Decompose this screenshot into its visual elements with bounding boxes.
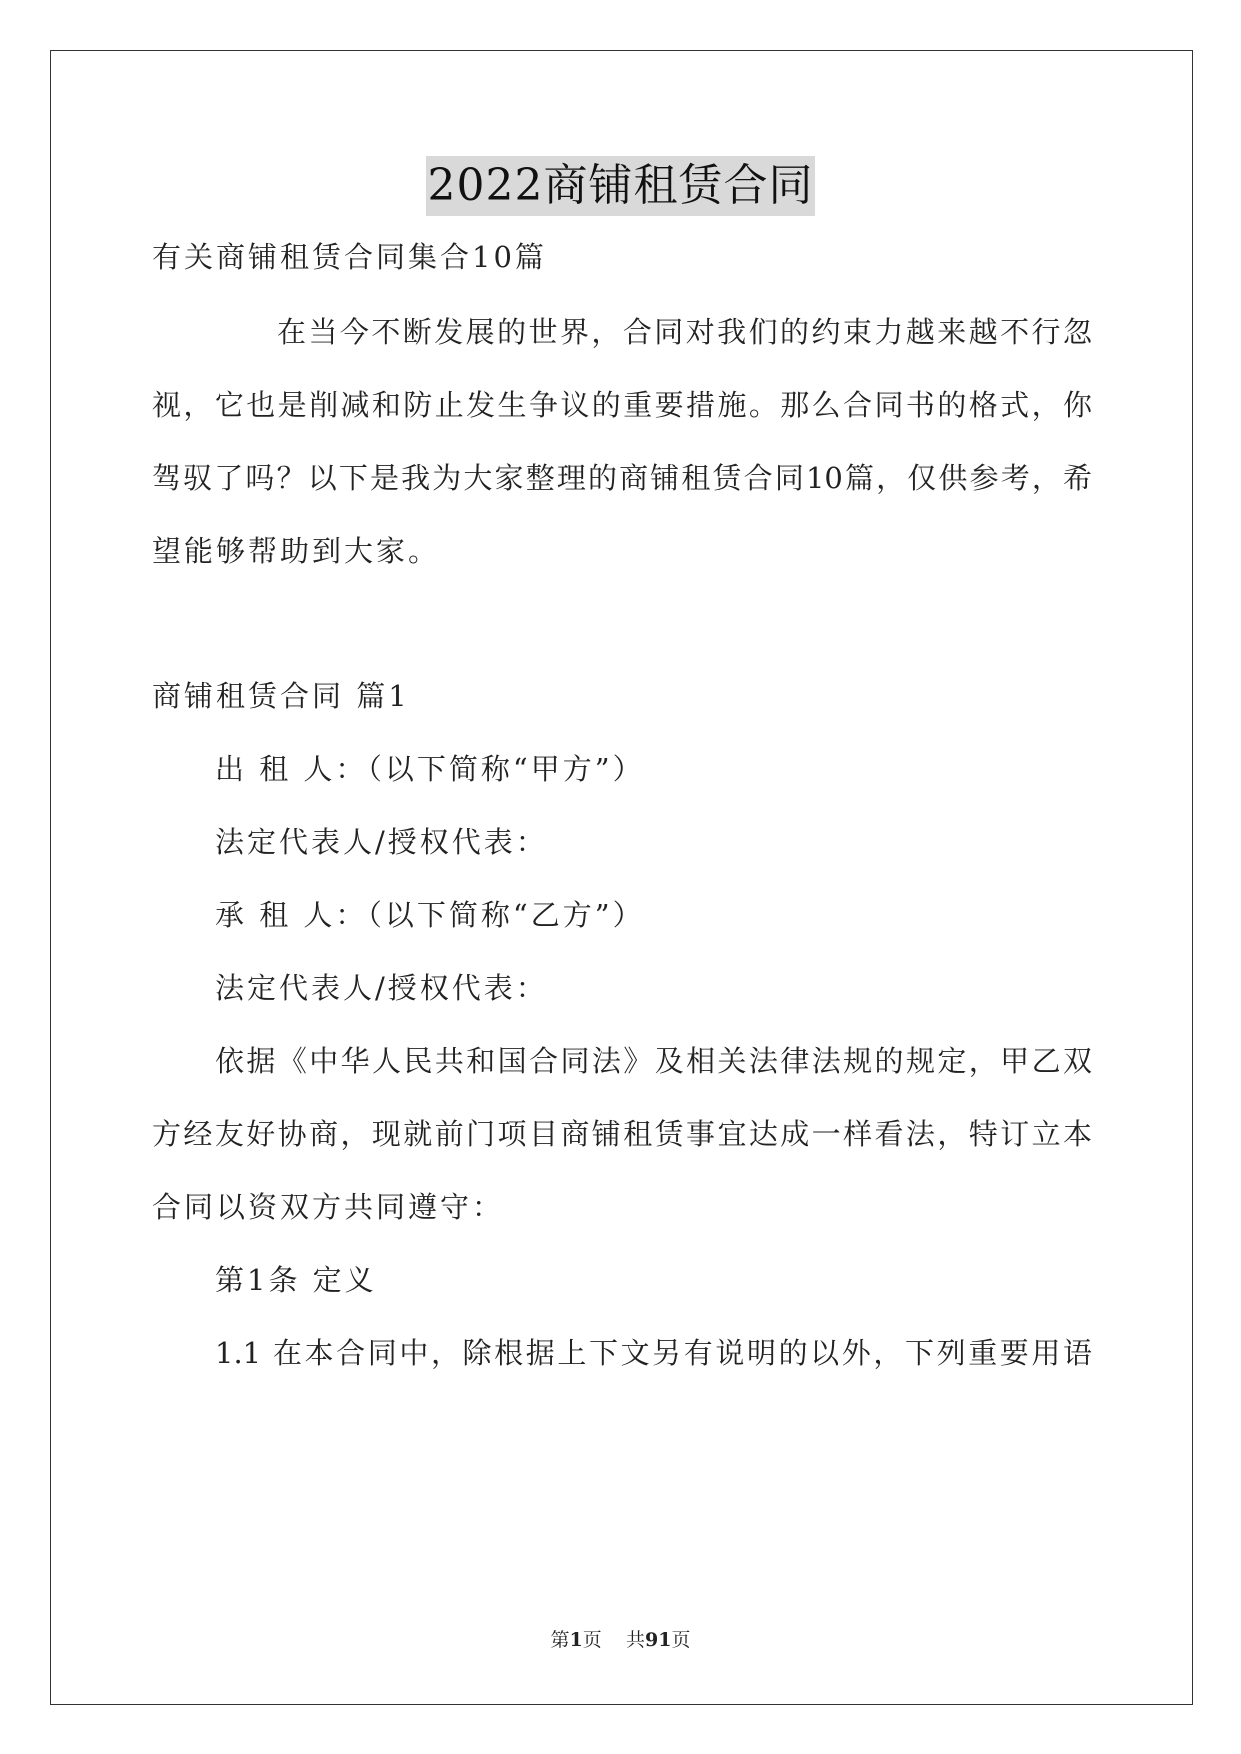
intro-line-3: 驾驭了吗？以下是我为大家整理的商铺租赁合同10篇，仅供参考，希	[152, 461, 1092, 495]
intro-line-1: 在当今不断发展的世界，合同对我们的约束力越来越不行忽	[277, 315, 1092, 349]
intro-line-2: 视，它也是削减和防止发生争议的重要措施。那么合同书的格式，你	[152, 388, 1092, 422]
document-subtitle: 有关商铺租赁合同集合10篇	[152, 240, 547, 274]
page-label-suffix: 页	[582, 1629, 602, 1651]
party-lessee-representative: 法定代表人/授权代表：	[215, 971, 548, 1005]
page-footer	[0, 1627, 1241, 1653]
page-label-prefix: 第	[550, 1629, 570, 1651]
page-border	[50, 50, 1193, 1705]
total-pages: 91	[644, 1629, 672, 1651]
party-lessor-representative: 法定代表人/授权代表：	[215, 825, 548, 859]
party-lessee: 承 租 人：（以下简称“乙方”）	[215, 898, 645, 932]
preamble-line-1: 依据《中华人民共和国合同法》及相关法律法规的规定，甲乙双	[215, 1044, 1092, 1078]
section-heading: 商铺租赁合同 篇1	[152, 679, 410, 713]
article-1-1: 1.1 在本合同中，除根据上下文另有说明的以外，下列重要用语	[215, 1336, 1092, 1370]
total-prefix: 共	[625, 1629, 645, 1651]
total-suffix: 页	[671, 1629, 691, 1651]
party-lessor: 出 租 人：（以下简称“甲方”）	[215, 752, 645, 786]
document-title: 2022商铺租赁合同	[426, 156, 816, 216]
intro-line-4: 望能够帮助到大家。	[152, 534, 441, 568]
page-number: 1	[569, 1629, 583, 1651]
preamble-line-3: 合同以资双方共同遵守：	[152, 1190, 505, 1224]
title-container	[0, 156, 1241, 216]
article-1-title: 第1条 定义	[215, 1263, 377, 1297]
preamble-line-2: 方经友好协商，现就前门项目商铺租赁事宜达成一样看法，特订立本	[152, 1117, 1092, 1151]
